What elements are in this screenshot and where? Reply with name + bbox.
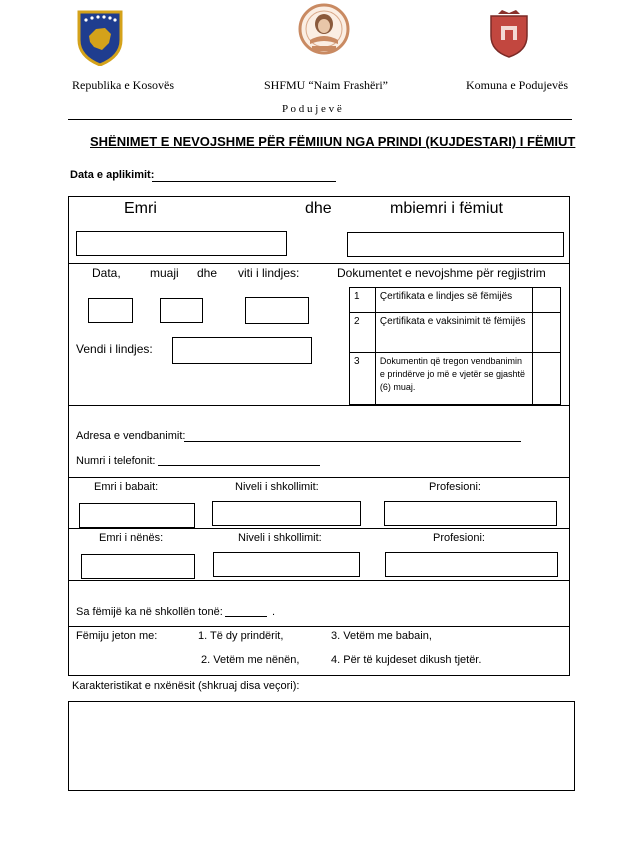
- father-name-label: Emri i babait:: [94, 481, 159, 493]
- school-emblem-logo: [298, 2, 350, 60]
- father-education-label: Niveli i shkollimit:: [235, 481, 319, 493]
- documents-title: Dokumentet e nevojshme për regjistrim: [337, 266, 546, 280]
- father-profession-label: Profesioni:: [429, 481, 481, 493]
- document-number: 1: [350, 288, 376, 313]
- lives-with-option[interactable]: 2. Vetëm me nënën,: [201, 654, 300, 666]
- birth-month-input[interactable]: [160, 298, 203, 323]
- town-caption: P o d u j e v ë: [282, 103, 342, 115]
- document-checkbox[interactable]: [533, 313, 561, 353]
- document-row: [350, 288, 561, 313]
- birth-day-label: Data,: [92, 266, 121, 280]
- document-number: 2: [350, 313, 376, 353]
- first-name-heading: Emri: [124, 200, 157, 217]
- child-surname-input[interactable]: [347, 232, 564, 257]
- lives-with-label: Fëmiju jeton me:: [76, 630, 158, 642]
- page-title: SHËNIMET E NEVOJSHME PËR FËMIIUN NGA PRINDI (KUJDESTARI) I FËMIUT: [90, 134, 576, 149]
- father-profession-input[interactable]: [384, 501, 557, 526]
- document-number: 3: [350, 353, 376, 405]
- mother-name-input[interactable]: [81, 554, 195, 579]
- birth-month-label: muaji: [150, 266, 179, 280]
- birth-year-input[interactable]: [245, 297, 309, 324]
- phone-label: Numri i telefonit:: [76, 455, 156, 467]
- siblings-suffix: .: [272, 606, 276, 618]
- phone-field[interactable]: [158, 465, 320, 466]
- document-checkbox[interactable]: [533, 288, 561, 313]
- document-text: Dokumentin që tregon vendbanimin e prindërve jo më e vjetër se gjashtë (6) muaj.: [375, 353, 532, 405]
- divider: [68, 263, 570, 264]
- traits-label: Karakteristikat e nxënësit (shkruaj disa veçori):: [72, 680, 300, 692]
- father-education-input[interactable]: [212, 501, 361, 526]
- application-date-field[interactable]: [152, 181, 336, 182]
- school-caption: SHFMU “Naim Frashëri”: [264, 78, 388, 92]
- mother-profession-label: Profesioni:: [433, 532, 485, 544]
- kosovo-coat-of-arms-logo: [76, 10, 124, 66]
- divider: [68, 528, 570, 529]
- birth-place-input[interactable]: [172, 337, 312, 364]
- siblings-label: Sa fëmijë ka në shkollën tonë:: [76, 606, 223, 618]
- document-row: [350, 313, 561, 353]
- divider: [68, 405, 570, 406]
- siblings-field[interactable]: [225, 616, 267, 617]
- surname-heading: mbiemri i fëmiut: [390, 200, 503, 217]
- child-first-name-input[interactable]: [76, 231, 287, 256]
- mother-education-input[interactable]: [213, 552, 360, 577]
- birth-day-input[interactable]: [88, 298, 133, 323]
- birth-and-label: dhe: [197, 266, 218, 280]
- mother-name-label: Emri i nënës:: [99, 532, 164, 544]
- birth-year-label: viti i lindjes:: [238, 266, 300, 280]
- lives-with-option[interactable]: 4. Për të kujdeset dikush tjetër.: [331, 654, 482, 666]
- municipality-caption: Komuna e Podujevës: [466, 78, 568, 92]
- father-name-input[interactable]: [79, 503, 195, 528]
- divider: [68, 580, 570, 581]
- document-row: [350, 353, 561, 405]
- birth-place-label: Vendi i lindjes:: [76, 342, 153, 356]
- traits-textarea[interactable]: [68, 701, 575, 791]
- lives-with-option[interactable]: 1. Të dy prindërit,: [198, 630, 284, 642]
- address-label: Adresa e vendbanimit:: [76, 430, 186, 442]
- divider: [68, 626, 570, 627]
- application-date-label: Data e aplikimit:: [70, 169, 155, 181]
- mother-profession-input[interactable]: [385, 552, 558, 577]
- document-checkbox[interactable]: [533, 353, 561, 405]
- divider: [68, 477, 570, 478]
- document-text: Çertifikata e vaksinimit të fëmijës: [375, 313, 532, 353]
- address-field[interactable]: [184, 441, 521, 442]
- mother-education-label: Niveli i shkollimit:: [238, 532, 322, 544]
- municipality-emblem-logo: [488, 10, 530, 58]
- republic-caption: Republika e Kosovës: [72, 78, 174, 92]
- documents-table: [349, 287, 561, 405]
- lives-with-option[interactable]: 3. Vetëm me babain,: [331, 630, 432, 642]
- document-text: Çertifikata e lindjes së fëmijës: [375, 288, 532, 313]
- and-heading: dhe: [305, 200, 332, 217]
- header-divider: [68, 119, 572, 120]
